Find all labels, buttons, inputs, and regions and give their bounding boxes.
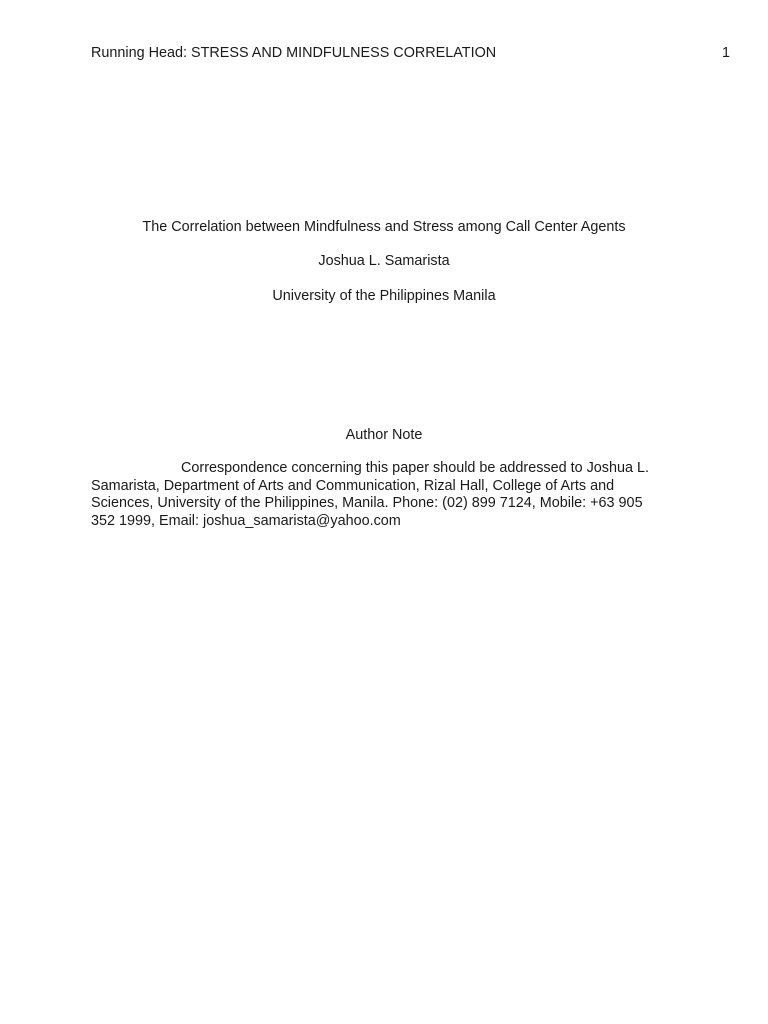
author-note-line: Correspondence concerning this paper should be addressed to Joshua L.: [181, 460, 650, 476]
author-name: Joshua L. Samarista: [318, 253, 450, 269]
author-note-body: [91, 460, 691, 530]
author-note-line: Sciences, University of the Philippines, Manila. Phone: (02) 899 7124, Mobile: +63 905: [91, 495, 643, 512]
page-number: 1: [721, 45, 730, 61]
paper-title: The Correlation between Mindfulness and Stress among Call Center Agents: [142, 219, 626, 235]
running-head: Running Head: STRESS AND MINDFULNESS CORRELATION: [91, 45, 497, 61]
author-note-line: 352 1999, Email: joshua_samarista@yahoo.com: [91, 512, 401, 529]
author-note-line: Samarista, Department of Arts and Communication, Rizal Hall, College of Arts and: [91, 477, 615, 494]
author-affiliation: University of the Philippines Manila: [272, 288, 496, 304]
author-note-heading: Author Note: [345, 427, 423, 443]
